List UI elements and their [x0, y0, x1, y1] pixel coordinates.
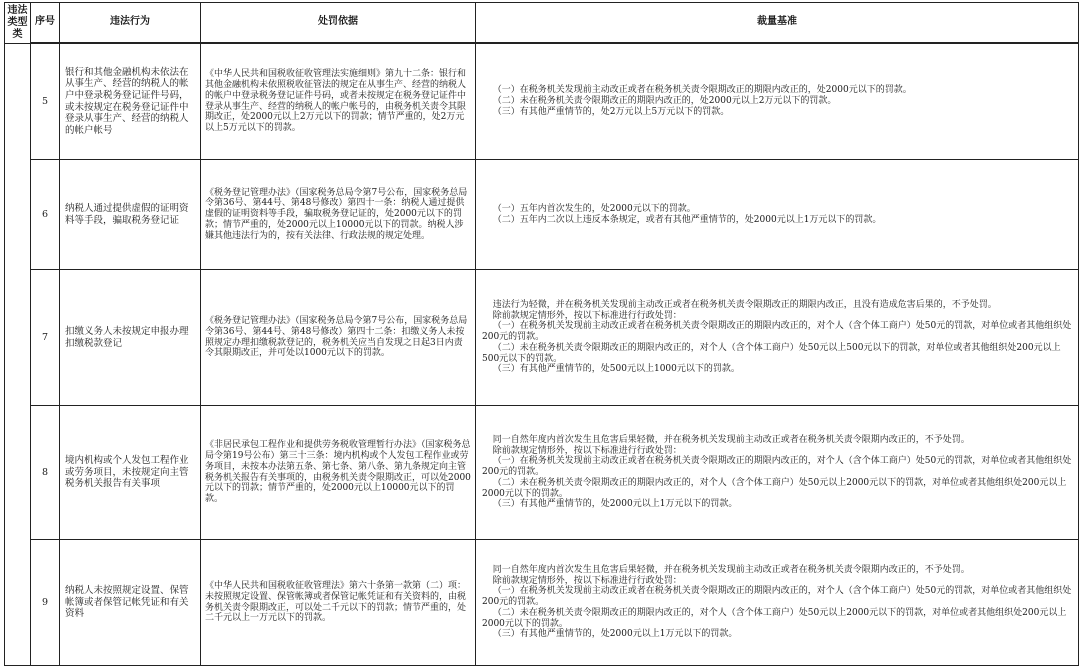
criteria-line: 除前款规定情形外，按以下标准进行行政处罚： [492, 575, 682, 586]
row-act: 纳税人通过提供虚假的证明资料等手段，骗取税务登记证 [60, 160, 201, 270]
row-seq: 5 [31, 44, 60, 160]
header-violation-type [5, 3, 31, 44]
header-type-line-3: 类 [12, 29, 23, 40]
table-row [5, 540, 1079, 666]
table-row [5, 406, 1079, 540]
row-act: 银行和其他金融机构未依法在从事生产、经营的纳税人的帐户中登录税务登记证件号码，或未按规定在税务登记证件中登录从事生产、经营的纳税人的帐户帐号 [60, 44, 201, 160]
row-criteria [476, 44, 1079, 160]
header-seq: 序号 [31, 3, 60, 43]
row-basis: 《中华人民共和国税收征收管理法》第六十条第一款第（二）项：未按照规定设置、保管帐簿或者保管记帐凭证和有关资料的，由税务机关责令限期改正，可以处二千元以下的罚款；情节严重的，处二千元以上一万元以下的罚款。 [201, 540, 476, 666]
row-criteria [476, 160, 1079, 270]
row-seq: 6 [31, 160, 60, 270]
header-type-line-1: 违法 [7, 5, 28, 16]
row-basis: 《中华人民共和国税收征收管理法实施细则》第九十二条：银行和其他金融机构未依照税收征管法的规定在从事生产、经营的纳税人的帐户中登录税务登记证件号码，或者未按规定在税务登记证件中登录从事生产、经营的纳税人的帐户帐号的，由税务机关责令其限期改正，处2000元以上2万元以下的罚款；情节严重的，处2万元以上5万元以下的罚款。 [201, 44, 476, 160]
row-act: 纳税人未按照规定设置、保管帐簿或者保管记帐凭证和有关资料 [60, 540, 201, 666]
criteria-line: （一）在税务机关发现前主动改正或者在税务机关责令限期改正的期限内改正的，对个人（含个体工商户）处50元的罚款，对单位或者其他组织处200元的罚款。 [482, 586, 1072, 608]
criteria-line: （二）五年内二次以上违反本条规定，或者有其他严重情节的，处2000元以上1万元以下的罚款。 [492, 214, 882, 225]
row-seq: 8 [31, 406, 60, 540]
criteria-line: （二）未在税务机关责令限期改正的期限内改正的，对个人（含个体工商户）处50元以上2000元以下的罚款，对单位或者其他组织处200元以上2000元以下的罚款。 [482, 477, 1067, 499]
criteria-line: 同一自然年度内首次发生且危害后果轻微，并在税务机关发现前主动改正或者在税务机关责令限期内改正的，不予处罚。 [492, 434, 970, 445]
row-basis: 《税务登记管理办法》（国家税务总局令第7号公布，国家税务总局令第36号、第44号、第48号修改）第四十一条：纳税人通过提供虚假的证明资料等手段，骗取税务登记证的，处2000元以下的罚款；情节严重的，处2000元以上10000元以下的罚款。纳税人涉嫌其他违法行为的，按有关法律、行政法规的规定处理。 [201, 160, 476, 270]
header-act: 违法行为 [60, 3, 201, 43]
row-act: 扣缴义务人未按规定申报办理扣缴税款登记 [60, 270, 201, 406]
criteria-line: （一）在税务机关发现前主动改正或者在税务机关责令限期改正的期限内改正的，处2000元以下的罚款。 [492, 85, 912, 96]
criteria-line: （三）有其他严重情节的，处500元以上1000元以下的罚款。 [492, 364, 740, 375]
row-criteria [476, 270, 1079, 406]
penalty-table [4, 2, 1079, 666]
criteria-line: （二）未在税务机关责令限期改正的期限内改正的，对个人（含个体工商户）处50元以上2000元以下的罚款，对单位或者其他组织处200元以上2000元以下的罚款。 [482, 607, 1067, 629]
table-row [5, 160, 1079, 270]
row-basis: 《非居民承包工程作业和提供劳务税收管理暂行办法》（国家税务总局令第19号公布）第三十三条：境内机构或个人发包工程作业或劳务项目，未按本办法第五条、第七条、第八条、第九条规定向主管税务机关报告有关事项的，由税务机关责令限期改正，可以处2000元以下的罚款；情节严重的，处2000元以上10000元以下的罚款。 [201, 406, 476, 540]
header-row [5, 3, 1079, 43]
row-criteria [476, 406, 1079, 540]
criteria-line: （一）在税务机关发现前主动改正或者在税务机关责令限期改正的期限内改正的，对个人（含个体工商户）处50元的罚款，对单位或者其他组织处200元的罚款。 [482, 321, 1072, 343]
criteria-line: （三）有其他严重情节的，处2万元以上5万元以下的罚款。 [492, 106, 730, 117]
header-basis: 处罚依据 [201, 3, 476, 43]
criteria-line: （三）有其他严重情节的，处2000元以上1万元以下的罚款。 [492, 629, 738, 640]
criteria-line: （二）未在税务机关责令限期改正的期限内改正的，处2000元以上2万元以下的罚款。 [492, 96, 837, 107]
criteria-line: （一）五年内首次发生的，处2000元以下的罚款。 [492, 203, 696, 214]
criteria-line: （二）未在税务机关责令限期改正的期限内改正的，对个人（含个体工商户）处50元以上500元以下的罚款，对单位或者其他组织处200元以上500元以下的罚款。 [482, 342, 1061, 364]
header-type-line-2: 类型 [7, 17, 28, 28]
criteria-line: （三）有其他严重情节的，处2000元以上1万元以下的罚款。 [492, 499, 738, 510]
criteria-line: 违法行为轻微，并在税务机关发现前主动改正或者在税务机关责令限期改正的期限内改正，且没有造成危害后果的，不予处罚。 [492, 299, 997, 310]
row-seq: 9 [31, 540, 60, 666]
criteria-line: 除前款规定情形外，按以下标准进行行政处罚： [492, 445, 682, 456]
row-act: 境内机构或个人发包工程作业或劳务项目，未按规定向主管税务机关报告有关事项 [60, 406, 201, 540]
table-row [5, 44, 1079, 160]
row-basis: 《税务登记管理办法》（国家税务总局令第7号公布，国家税务总局令第36号、第44号、第48号修改）第四十二条：扣缴义务人未按照规定办理扣缴税款登记的，税务机关应当自发现之日起3日内责令其限期改正，并可处以1000元以下的罚款。 [201, 270, 476, 406]
header-criteria: 裁量基准 [476, 3, 1079, 43]
criteria-line: 同一自然年度内首次发生且危害后果轻微，并在税务机关发现前主动改正或者在税务机关责令限期内改正的，不予处罚。 [492, 564, 970, 575]
table-row [5, 270, 1079, 406]
row-seq: 7 [31, 270, 60, 406]
row-criteria [476, 540, 1079, 666]
criteria-line: （一）在税务机关发现前主动改正或者在税务机关责令限期改正的期限内改正的，对个人（含个体工商户）处50元的罚款，对单位或者其他组织处200元的罚款。 [482, 456, 1072, 478]
type-cell [5, 44, 31, 666]
criteria-line: 除前款规定情形外，按以下标准进行行政处罚： [492, 310, 682, 321]
